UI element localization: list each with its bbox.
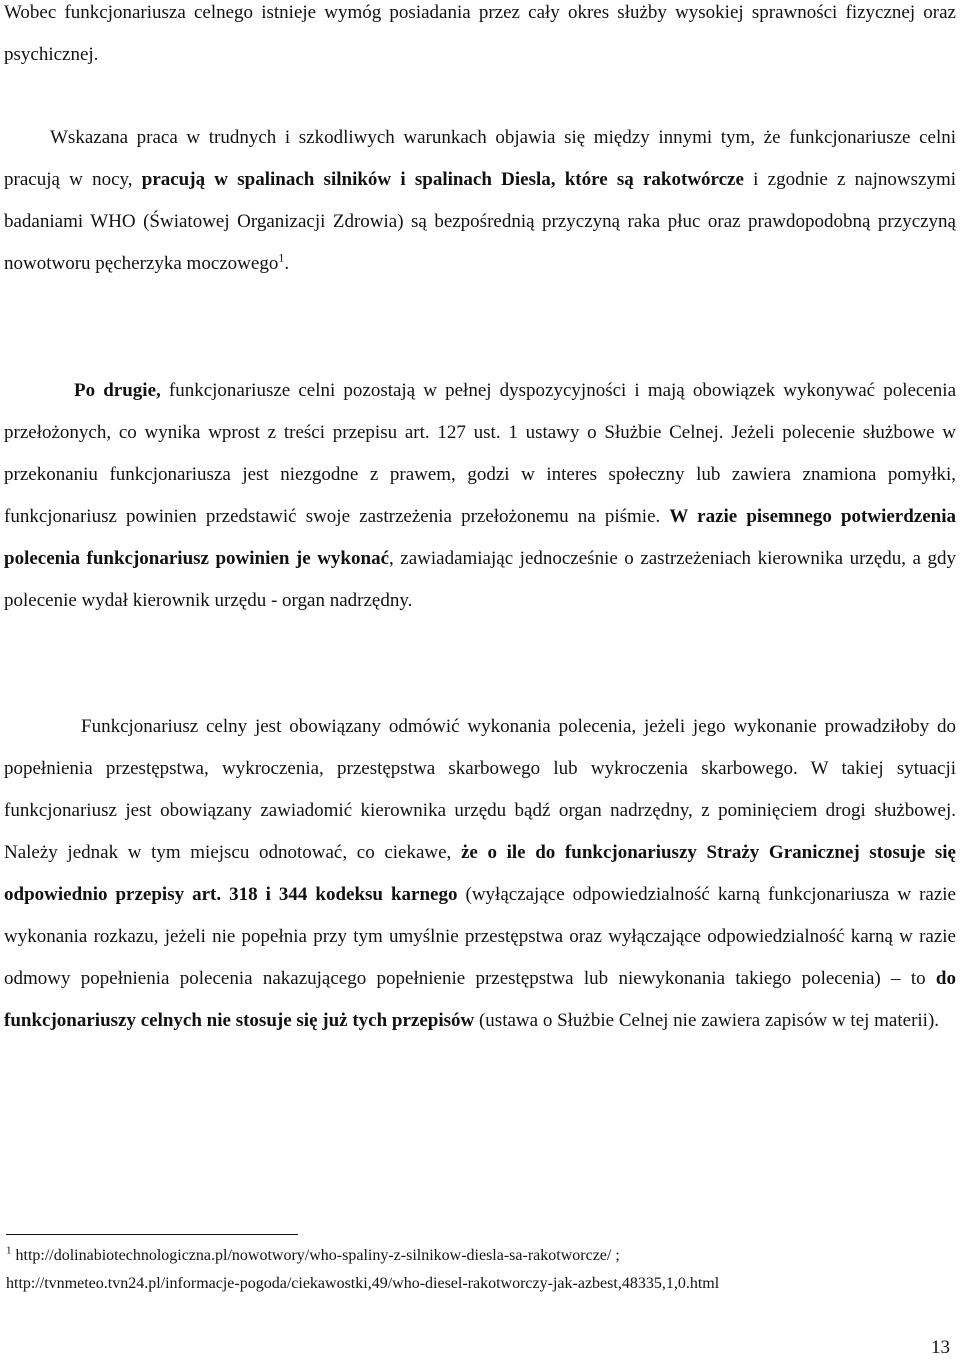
paragraph-3 [4,370,956,622]
p4-text-1: Funkcjonariusz celny jest obowiązany odmówić wykonania polecenia, jeżeli jego wykonanie prowadziłoby do popełnienia przestępstwa, wykroczenia, przestępstwa skarbowego lub wykroczenia skarbowego. W takiej sytuacji funkcjonariusz jest obowiązany zawiadomić kierownika urzędu bądź organ nadrzędny, z pominięciem drogi służbowej. Należy jednak w tym miejscu odnotować, co ciekawe, [4,716,956,863]
page-number: 13 [931,1337,950,1358]
p4-text-3: (ustawa o Służbie Celnej nie zawiera zapisów w tej materii). [474,1010,940,1031]
footnote-number: 1 [6,1244,12,1257]
p2-text-3: . [284,253,290,274]
p2-bold-1: pracują w spalinach silników i spalinach Diesla, które są rakotwórcze [141,169,744,190]
footnote [6,1242,956,1298]
paragraph-1 [4,0,956,76]
p4-bold-1: że o ile do funkcjonariuszy Straży Granicznej stosuje się odpowiednio przepisy art. 318 i 344 kodeksu karnego [4,842,956,905]
p4-text-2: (wyłączające odpowiedzialność karną funkcjonariusza w razie wykonania rozkazu, jeżeli nie popełnia przy tym umyślnie przestępstwa oraz wyłączające odpowiedzialność karną w razie odmowy popełnienia polecenia nakazującego popełnienie przestępstwa lub niewykonania takiego polecenia) – to [4,884,956,989]
paragraph-2 [4,117,956,285]
footnote-divider [6,1234,298,1235]
p3-bold-1: Po drugie, [74,380,161,401]
footnote-link-2[interactable]: http://tvnmeteo.tvn24.pl/informacje-pogoda/ciekawostki,49/who-diesel-rakotworczy-jak-azbest,48335,1,0.html [6,1275,720,1292]
p2-text-2: i zgodnie z najnowszymi badaniami WHO (Światowej Organizacji Zdrowia) są bezpośrednią przyczyną raka płuc oraz prawdopodobną przyczyną nowotworu pęcherzyka moczowego [4,169,956,274]
footnote-ref[interactable]: 1 [278,250,285,265]
p1-text: Wobec funkcjonariusza celnego istnieje wymóg posiadania przez cały okres służby wysokiej sprawności fizycznej oraz psychicznej. [4,2,956,65]
p4-bold-2: do funkcjonariuszy celnych nie stosuje się już tych przepisów [4,968,956,1031]
footnote-line-1 [6,1242,956,1270]
p3-text-2: , zawiadamiając jednocześnie o zastrzeżeniach kierownika urzędu, a gdy polecenie wydał kierownik urzędu - organ nadrzędny. [4,548,956,611]
p3-bold-2: W razie pisemnego potwierdzenia polecenia funkcjonariusz powinien je wykonać [4,506,956,569]
p2-text-1: Wskazana praca w trudnych i szkodliwych warunkach objawia się między innymi tym, że funkcjonariusze celni pracują w nocy, [4,127,956,190]
footnote-link-1[interactable]: http://dolinabiotechnologiczna.pl/nowotwory/who-spaliny-z-silnikow-diesla-sa-rakotworcze/ ; [11,1247,620,1264]
p3-text-1: funkcjonariusze celni pozostają w pełnej dyspozycyjności i mają obowiązek wykonywać polecenia przełożonych, co wynika wprost z treści przepisu art. 127 ust. 1 ustawy o Służbie Celnej. Jeżeli polecenie służbowe w przekonaniu funkcjonariusza jest niezgodne z prawem, godzi w interes społeczny lub zawiera znamiona pomyłki, funkcjonariusz powinien przedstawić swoje zastrzeżenia przełożonemu na piśmie. [4,380,957,527]
paragraph-4 [4,706,956,1042]
